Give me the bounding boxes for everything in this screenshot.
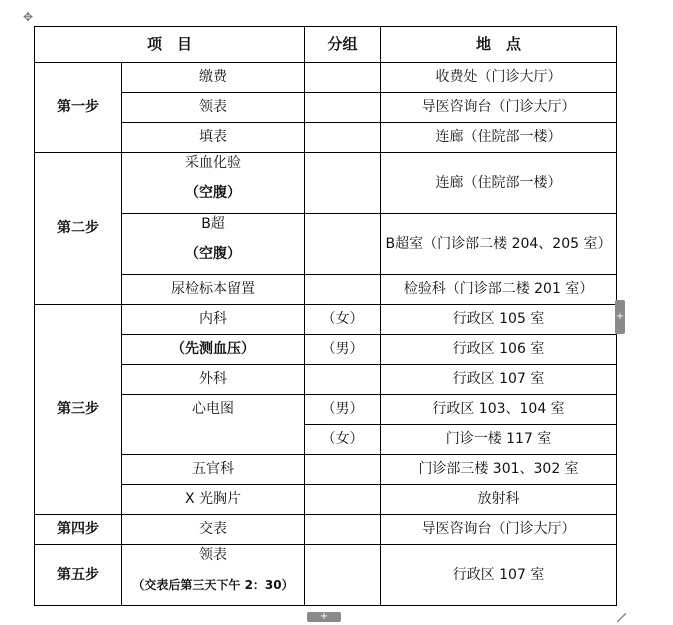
group-cell xyxy=(305,93,381,123)
place-cell: 行政区 106 室 xyxy=(381,335,617,365)
table-row xyxy=(35,485,617,515)
exam-procedure-table xyxy=(34,26,617,606)
item-cell: 尿检标本留置 xyxy=(122,275,305,305)
group-cell xyxy=(305,485,381,515)
item-cell: 交表 xyxy=(122,515,305,545)
group-cell: （男） xyxy=(305,395,381,425)
group-cell: （男） xyxy=(305,335,381,365)
item-cell: 领表 xyxy=(122,93,305,123)
table-row xyxy=(35,365,617,395)
place-cell: 行政区 107 室 xyxy=(381,365,617,395)
group-cell: （女） xyxy=(305,425,381,455)
item-note: （空腹） xyxy=(185,185,241,201)
group-cell xyxy=(305,214,381,275)
add-column-handle-icon[interactable]: + xyxy=(615,300,625,334)
item-cell: 五官科 xyxy=(122,455,305,485)
place-cell: 导医咨询台（门诊大厅） xyxy=(381,515,617,545)
place-cell: 门诊部三楼 301、302 室 xyxy=(381,455,617,485)
place-cell: 行政区 107 室 xyxy=(381,545,617,606)
place-cell: B超室（门诊部二楼 204、205 室） xyxy=(381,214,617,275)
item-cell: 缴费 xyxy=(122,63,305,93)
place-cell: 放射科 xyxy=(381,485,617,515)
item-cell: 内科 xyxy=(122,305,305,335)
step-label: 第五步 xyxy=(35,545,122,606)
table-resize-handle-icon[interactable] xyxy=(617,613,626,622)
group-cell xyxy=(305,455,381,485)
item-note: （空腹） xyxy=(185,246,241,262)
item-cell xyxy=(122,214,305,275)
step-label: 第一步 xyxy=(35,63,122,153)
item-note: （先测血压） xyxy=(122,335,305,365)
group-cell xyxy=(305,275,381,305)
table-row xyxy=(35,153,617,214)
place-cell: 检验科（门诊部二楼 201 室） xyxy=(381,275,617,305)
table-row xyxy=(35,335,617,365)
place-cell: 连廊（住院部一楼） xyxy=(381,153,617,214)
place-cell: 行政区 105 室 xyxy=(381,305,617,335)
group-cell xyxy=(305,515,381,545)
header-group: 分组 xyxy=(305,27,381,63)
table-row xyxy=(35,63,617,93)
group-cell xyxy=(305,365,381,395)
table-row xyxy=(35,93,617,123)
item-name: 领表 xyxy=(199,547,227,563)
step-label: 第三步 xyxy=(35,305,122,515)
item-cell: 外科 xyxy=(122,365,305,395)
place-cell: 导医咨询台（门诊大厅） xyxy=(381,93,617,123)
table-move-handle-icon[interactable]: ✥ xyxy=(22,10,34,24)
add-row-handle-icon[interactable]: + xyxy=(307,612,341,622)
table-row xyxy=(35,515,617,545)
group-cell xyxy=(305,123,381,153)
table-row xyxy=(35,123,617,153)
place-cell: 门诊一楼 117 室 xyxy=(381,425,617,455)
place-cell: 收费处（门诊大厅） xyxy=(381,63,617,93)
item-note: （交表后第三天下午 2：30） xyxy=(132,578,294,592)
header-item: 项 目 xyxy=(35,27,305,63)
table-row xyxy=(35,545,617,606)
group-cell xyxy=(305,153,381,214)
item-cell xyxy=(122,545,305,606)
table-row xyxy=(35,395,617,425)
table-row xyxy=(35,214,617,275)
item-cell: X 光胸片 xyxy=(122,485,305,515)
item-cell xyxy=(122,153,305,214)
group-cell: （女） xyxy=(305,305,381,335)
table-row xyxy=(35,455,617,485)
place-cell: 行政区 103、104 室 xyxy=(381,395,617,425)
group-cell xyxy=(305,545,381,606)
table-row xyxy=(35,305,617,335)
place-cell: 连廊（住院部一楼） xyxy=(381,123,617,153)
step-label: 第四步 xyxy=(35,515,122,545)
item-name: B超 xyxy=(201,216,225,232)
table-row xyxy=(35,275,617,305)
group-cell xyxy=(305,63,381,93)
item-name: 采血化验 xyxy=(185,155,241,171)
item-cell: 心电图 xyxy=(122,395,305,455)
step-label: 第二步 xyxy=(35,153,122,305)
header-place: 地 点 xyxy=(381,27,617,63)
table-header-row xyxy=(35,27,617,63)
item-cell: 填表 xyxy=(122,123,305,153)
